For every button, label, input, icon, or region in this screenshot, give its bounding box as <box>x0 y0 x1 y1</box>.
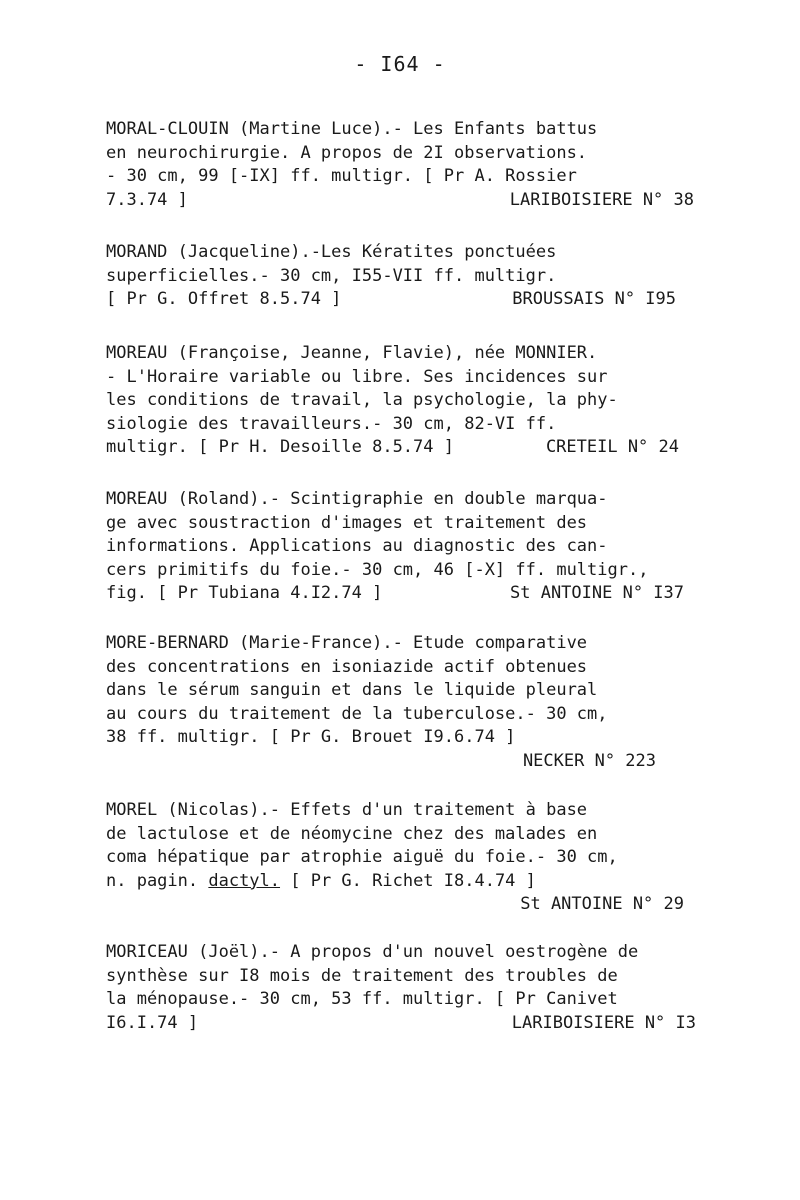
entry-date: 7.3.74 ] <box>106 189 188 210</box>
entry-date: [ Pr G. Offret 8.5.74 ] <box>106 289 342 309</box>
entry-line: informations. Applications au diagnostic des can- <box>106 536 608 556</box>
entry-hospital: CRETEIL N° 24 <box>545 437 679 457</box>
entry-line: dans le sérum sanguin et dans le liquide pleural <box>106 680 598 700</box>
entry-hospital: LARIBOISIERE N° I3 <box>511 1012 696 1033</box>
entry-line: cers primitifs du foie.- 30 cm, 46 [-X] ff. multigr., <box>106 559 649 580</box>
thesis-entry <box>106 241 706 312</box>
entry-date: fig. [ Pr Tubiana 4.I2.74 ] <box>106 583 383 603</box>
thesis-entry <box>106 342 706 460</box>
entry-hospital: LARIBOISIERE N° 38 <box>509 189 694 210</box>
entry-line: MORE-BERNARD (Marie-France).- Etude comparative <box>106 633 588 653</box>
entry-line: des concentrations en isoniazide actif obtenues <box>106 656 588 677</box>
entry-last-line <box>106 288 676 312</box>
thesis-entry <box>106 799 706 917</box>
entry-date: I6.I.74 ] <box>106 1012 199 1033</box>
entry-line: la ménopause.- 30 cm, 53 ff. multigr. [ Pr Canivet <box>106 989 618 1009</box>
entry-hospital: St ANTOINE N° 29 <box>520 894 684 914</box>
entry-line: 38 ff. multigr. [ Pr G. Brouet I9.6.74 ] <box>106 727 516 747</box>
entry-last-line <box>106 436 679 460</box>
entry-line: siologie des travailleurs.- 30 cm, 82-VI ff. <box>106 413 557 434</box>
entry-line <box>106 870 706 894</box>
entry-line: MORICEAU (Joël).- A propos d'un nouvel oestrogène de <box>106 942 639 962</box>
page-number: - I64 - <box>354 52 446 76</box>
entry-line-text: n. pagin. <box>106 870 209 891</box>
underlined-word: dactyl. <box>208 870 281 891</box>
entry-line: de lactulose et de néomycine chez des malades en <box>106 823 598 844</box>
thesis-entry <box>106 632 706 773</box>
entry-line: MOREAU (Françoise, Jeanne, Flavie), née MONNIER. <box>106 343 598 363</box>
entry-hospital: BROUSSAIS N° I95 <box>512 289 676 309</box>
entry-hospital: NECKER N° 223 <box>522 750 656 771</box>
entry-line: synthèse sur I8 mois de traitement des troubles de <box>106 965 618 986</box>
entry-last-line <box>106 1012 696 1036</box>
thesis-entry <box>106 488 706 606</box>
entry-line: superficielles.- 30 cm, I55-VII ff. multigr. <box>106 265 557 286</box>
entry-line: coma hépatique par atrophie aiguë du foie.- 30 cm, <box>106 847 618 867</box>
thesis-entry <box>106 941 706 1035</box>
entry-line: - 30 cm, 99 [-IX] ff. multigr. [ Pr A. Rossier <box>106 166 577 186</box>
entry-last-line <box>106 189 694 213</box>
entry-line-text: [ Pr G. Richet I8.4.74 ] <box>280 870 536 891</box>
entry-last-line <box>106 582 684 606</box>
entry-line: - L'Horaire variable ou libre. Ses incidences sur <box>106 366 608 387</box>
entry-line: MORAL-CLOUIN (Martine Luce).- Les Enfants battus <box>106 119 598 139</box>
entry-line: en neurochirurgie. A propos de 2I observations. <box>106 142 588 163</box>
entry-line: ge avec soustraction d'images et traitement des <box>106 512 588 533</box>
entry-line: MORAND (Jacqueline).-Les Kératites ponctuées <box>106 242 557 262</box>
entry-date: multigr. [ Pr H. Desoille 8.5.74 ] <box>106 437 454 457</box>
entry-line: les conditions de travail, la psychologie, la phy- <box>106 390 618 410</box>
entry-line: MOREL (Nicolas).- Effets d'un traitement à base <box>106 800 588 820</box>
entry-hospital: St ANTOINE N° I37 <box>510 583 684 603</box>
thesis-entry <box>106 118 706 212</box>
entry-line: MOREAU (Roland).- Scintigraphie en double marqua- <box>106 489 608 509</box>
entry-line: au cours du traitement de la tuberculose.- 30 cm, <box>106 703 608 724</box>
